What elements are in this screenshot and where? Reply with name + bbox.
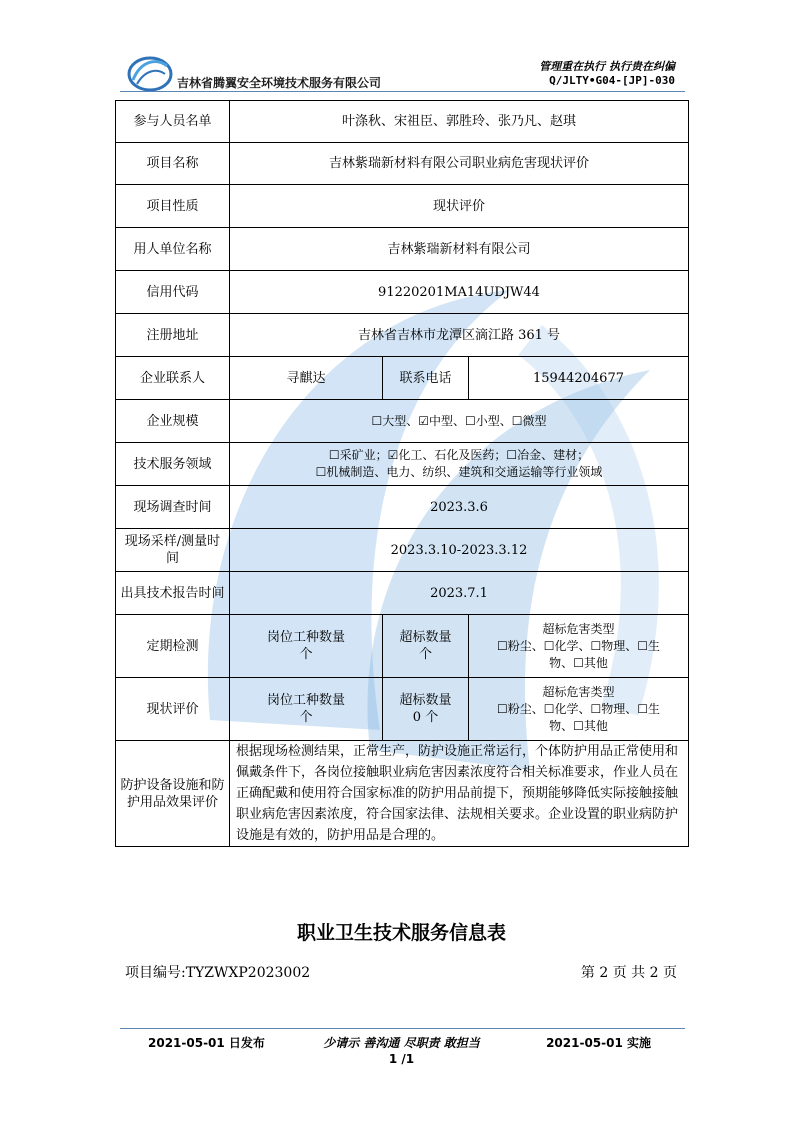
address-label: 注册地址 (116, 314, 230, 357)
domain-value (230, 443, 689, 486)
status-exceed-label: 超标数量 (399, 693, 452, 708)
status-eval-label: 现状评价 (116, 678, 230, 741)
contact-label: 企业联系人 (116, 357, 230, 400)
periodic-posts (230, 615, 383, 678)
report-time-label: 出具技术报告时间 (116, 572, 230, 615)
sampling-time-value: 2023.3.10-2023.3.12 (230, 529, 689, 572)
footer-page-number: 1 /1 (388, 1052, 415, 1066)
status-hazard-line-2: 物、☐其他 (549, 718, 608, 733)
address-value: 吉林省吉林市龙潭区滴江路 361 号 (230, 314, 689, 357)
project-name-value: 吉林紫瑞新材料有限公司职业病危害现状评价 (230, 143, 689, 185)
footer-motto: 少请示 善沟通 尽职责 敢担当 (323, 1036, 480, 1050)
section-title: 职业卫生技术服务信息表 (296, 922, 506, 944)
periodic-posts-label: 岗位工种数量 (266, 630, 345, 645)
footer-published: 2021-05-01 日发布 (148, 1036, 265, 1050)
status-hazard-line-1: ☐粉尘、☐化学、☐物理、☐生 (496, 701, 661, 716)
employer-value: 吉林紫瑞新材料有限公司 (230, 228, 689, 271)
credit-code-label: 信用代码 (116, 271, 230, 314)
document-number: Q/JLTY•G04-[JP]-030 (549, 74, 675, 87)
project-number: 项目编号:TYZWXP2023002 (125, 965, 311, 981)
status-hazard-title: 超标危害类型 (542, 684, 615, 699)
status-posts (230, 678, 383, 741)
periodic-hazard-types (469, 615, 689, 678)
report-time-value: 2023.7.1 (230, 572, 689, 615)
credit-code-value: 91220201MA14UDJW44 (230, 271, 689, 314)
survey-time-label: 现场调查时间 (116, 486, 230, 529)
periodic-hazard-line-2: 物、☐其他 (549, 655, 608, 670)
project-nature-value: 现状评价 (230, 185, 689, 228)
scale-label: 企业规模 (116, 400, 230, 443)
employer-label: 用人单位名称 (116, 228, 230, 271)
footer-divider (120, 1028, 685, 1029)
periodic-exceed (383, 615, 469, 678)
participants-value: 叶涤秋、宋祖臣、郭胜玲、张乃凡、赵琪 (230, 101, 689, 143)
company-logo-icon (127, 52, 173, 92)
page-header (0, 0, 803, 100)
periodic-posts-unit: 个 (299, 647, 313, 662)
periodic-hazard-line-1: ☐粉尘、☐化学、☐物理、☐生 (496, 638, 661, 653)
page-indicator: 第 2 页 共 2 页 (580, 965, 677, 981)
domain-label: 技术服务领域 (116, 443, 230, 486)
protection-eval-value: 根据现场检测结果，正常生产，防护设施正常运行，个体防护用品正常使用和佩戴条件下，各岗位接触职业病危害因素浓度符合相关标准要求，作业人员在正确配戴和使用符合国家标准的防护用品前提下，预期能够降低实际接触接触职业病危害因素浓度，符合国家法律、法规相关要求。企业设置的职业病防护设施是有效的，防护用品是合理的。 (230, 741, 689, 847)
company-name: 吉林省腾翼安全环境技术服务有限公司 (177, 76, 382, 90)
status-exceed-unit: 0 个 (412, 710, 439, 725)
footer-implemented: 2021-05-01 实施 (546, 1036, 651, 1050)
periodic-label: 定期检测 (116, 615, 230, 678)
status-posts-unit: 个 (299, 710, 313, 725)
periodic-hazard-title: 超标危害类型 (542, 621, 615, 636)
header-divider (120, 91, 685, 92)
info-table (115, 100, 689, 847)
header-motto: 管理重在执行 执行贵在纠偏 (539, 60, 675, 73)
phone-value: 15944204677 (469, 357, 689, 400)
contact-value: 寻麒达 (230, 357, 383, 400)
sampling-time-label: 现场采样/测量时间 (116, 529, 230, 572)
project-name-label: 项目名称 (116, 143, 230, 185)
survey-time-value: 2023.3.6 (230, 486, 689, 529)
status-exceed (383, 678, 469, 741)
project-nature-label: 项目性质 (116, 185, 230, 228)
domain-line-2: ☐机械制造、电力、纺织、建筑和交通运输等行业领域 (315, 465, 603, 479)
periodic-exceed-label: 超标数量 (399, 630, 452, 645)
protection-eval-label: 防护设备设施和防护用品效果评价 (116, 741, 230, 847)
scale-value: ☐大型、☑中型、☐小型、☐微型 (230, 400, 689, 443)
phone-label: 联系电话 (383, 357, 469, 400)
status-posts-label: 岗位工种数量 (266, 693, 345, 708)
participants-label: 参与人员名单 (116, 101, 230, 143)
domain-line-1: ☐采矿业；☑化工、石化及医药；☐冶金、建材； (328, 448, 590, 462)
periodic-exceed-unit: 个 (418, 647, 432, 662)
status-hazard-types (469, 678, 689, 741)
